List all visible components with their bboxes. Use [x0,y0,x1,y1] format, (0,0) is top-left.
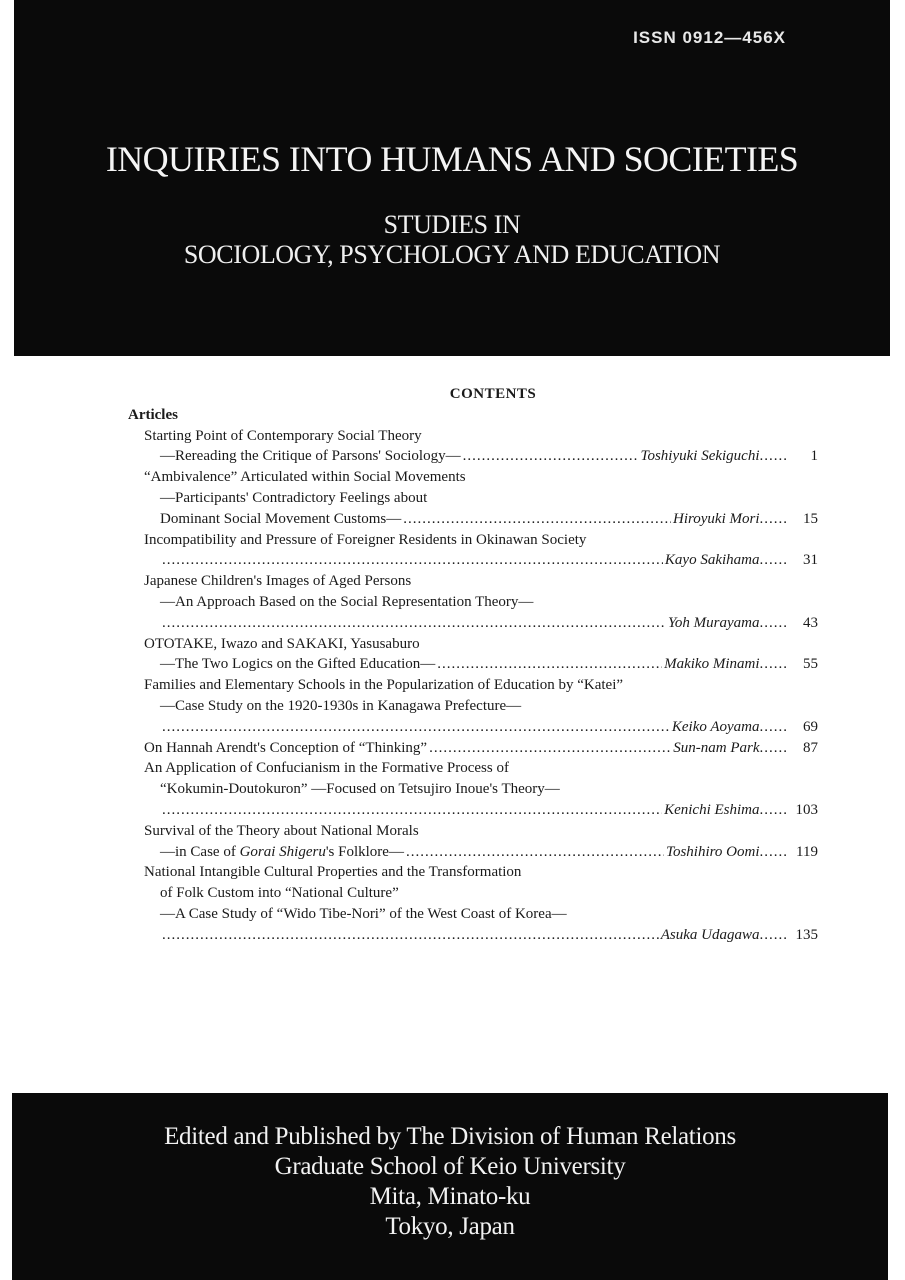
dot-leader: ...... [759,926,788,943]
entry-subtitle: “Kokumin-Doutokuron” —Focused on Tetsujiro Inoue's Theory— [160,781,560,798]
entry-subtitle: —An Approach Based on the Social Representation Theory— [160,593,534,610]
subtitle-text: —in Case of [160,843,240,860]
toc-entry[interactable] [128,634,818,676]
entry-title-continued: of Folk Custom into “National Culture” [160,885,399,902]
dot-leader [403,509,671,530]
entry-title: National Intangible Cultural Properties and the Transformation [144,864,522,881]
dot-leader: ...... [759,656,788,673]
entry-subtitle: —The Two Logics on the Gifted Education— [160,656,436,673]
entry-leader-line [128,550,818,571]
cover-header-band [14,0,890,356]
entry-author: Toshiyuki Sekiguchi [640,448,760,465]
entry-author: Makiko Minami [664,656,760,673]
toc-entry[interactable] [128,862,818,945]
toc-entry[interactable] [128,426,818,468]
dot-leader: ...... [759,739,788,756]
entry-leader-line [128,509,818,530]
entry-subtitle: —Case Study on the 1920-1930s in Kanagawa Prefecture— [160,697,522,714]
toc-entry[interactable] [128,530,818,572]
dot-leader: ...... [759,801,788,818]
entry-author: Hiroyuki Mori [672,510,760,527]
entry-title: An Application of Confucianism in the Formative Process of [144,760,509,777]
entry-title: Families and Elementary Schools in the Popularization of Education by “Katei” [144,677,624,694]
entry-title: Incompatibility and Pressure of Foreigner Residents in Okinawan Society [144,531,587,548]
dot-leader: ...... [759,552,788,569]
dot-leader [162,800,662,821]
entry-leader-line [128,717,818,738]
entry-page: 69 [803,718,818,735]
entry-leader-line [128,800,818,821]
entry-leader-line [128,654,818,675]
entry-title: On Hannah Arendt's Conception of “Thinking” [144,739,428,756]
publisher-city: Tokyo, Japan [385,1213,515,1240]
entry-subtitle: —A Case Study of “Wido Tibe-Nori” of the West Coast of Korea— [160,905,567,922]
publisher-institution: Graduate School of Keio University [274,1153,626,1180]
entry-page: 135 [795,926,818,943]
entry-page: 43 [803,614,818,631]
entry-subtitle: Dominant Social Movement Customs— [160,510,402,527]
entry-page: 31 [803,552,818,569]
entry-author: Asuka Udagawa [660,926,760,943]
entry-leader-line [128,842,818,863]
dot-leader: ...... [759,614,788,631]
toc-entry[interactable] [128,571,818,633]
entry-page: 103 [795,801,818,818]
entry-leader-line [128,446,818,467]
dot-leader [437,654,662,675]
dot-leader [162,717,670,738]
entry-author: Sun-nam Park [673,739,760,756]
entry-leader-line [128,613,818,634]
table-of-contents [128,384,818,946]
publisher-footer-band [12,1093,888,1280]
entry-author: Keiko Aoyama [671,718,760,735]
contents-heading: CONTENTS [449,386,537,402]
entry-leader-line [128,738,818,759]
entry-title: “Ambivalence” Articulated within Social Movements [144,469,466,486]
toc-entry[interactable] [128,758,818,820]
issn-number: ISSN 0912—456X [633,28,786,47]
dot-leader: ...... [759,843,788,860]
entry-title: OTOTAKE, Iwazo and SAKAKI, Yasusaburo [144,635,420,652]
entry-page: 15 [803,510,818,527]
entry-author: Kenichi Eshima [664,801,760,818]
dot-leader: ...... [759,718,788,735]
dot-leader [463,446,639,467]
entry-subtitle: —Rereading the Critique of Parsons' Sociology— [160,448,461,465]
entry-subtitle: —Participants' Contradictory Feelings about [160,489,428,506]
subtitle-italic-name: Gorai Shigeru [239,843,326,860]
toc-entry[interactable] [128,821,818,863]
entry-subtitle [160,842,404,863]
journal-subtitle-line2: SOCIOLOGY, PSYCHOLOGY AND EDUCATION [183,240,721,269]
entry-page: 1 [810,448,818,465]
journal-subtitle-line1: STUDIES IN [383,210,521,239]
entry-leader-line [128,925,818,946]
toc-entry[interactable] [128,675,818,737]
toc-entry[interactable] [128,738,818,759]
entry-title: Survival of the Theory about National Morals [144,822,419,839]
dot-leader: ...... [759,510,788,527]
entry-page: 87 [803,739,818,756]
entry-author: Toshihiro Oomi [665,843,760,860]
journal-title: INQUIRIES INTO HUMANS AND SOCIETIES [105,139,799,179]
dot-leader [406,842,664,863]
entry-page: 119 [796,843,818,860]
dot-leader [162,613,666,634]
entry-author: Yoh Murayama [667,614,760,631]
entry-author: Kayo Sakihama [664,552,760,569]
dot-leader [162,925,659,946]
dot-leader: ...... [759,448,788,465]
publisher-line: Edited and Published by The Division of Human Relations [164,1123,736,1150]
entry-page: 55 [803,656,818,673]
entry-title: Japanese Children's Images of Aged Persons [144,573,412,590]
publisher-address: Mita, Minato-ku [369,1183,531,1210]
dot-leader [162,550,663,571]
subtitle-text: 's Folklore— [325,843,404,860]
articles-section-label: Articles [128,406,178,423]
entry-title: Starting Point of Contemporary Social Theory [144,427,422,444]
toc-entry[interactable] [128,467,818,529]
dot-leader [429,738,671,759]
